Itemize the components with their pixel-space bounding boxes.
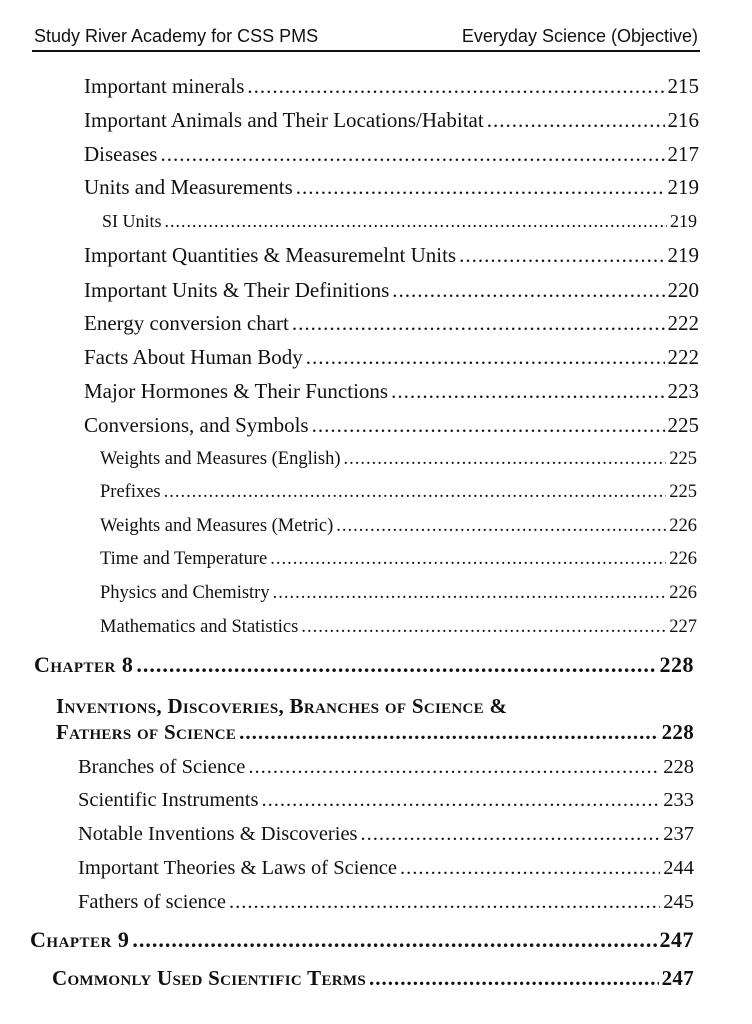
toc-entry-page: 219 xyxy=(670,211,697,231)
toc-entry-diseases[interactable] xyxy=(84,144,699,165)
toc-leader-dots xyxy=(312,415,665,436)
toc-entry-fathers-science[interactable] xyxy=(78,892,694,913)
toc-entry-title: Notable Inventions & Discoveries xyxy=(78,823,358,845)
toc-leader-dots xyxy=(400,858,660,879)
toc-entry-page: 226 xyxy=(669,549,697,569)
toc-leader-dots xyxy=(296,177,665,198)
toc-section-page: 228 xyxy=(661,720,694,744)
header-book-title: Everyday Science (Objective) xyxy=(461,26,698,46)
toc-entry-title: Time and Temperature xyxy=(100,549,268,569)
toc-entry-page: 245 xyxy=(663,891,694,913)
toc-entry-important-quantities[interactable] xyxy=(84,245,699,266)
toc-chapter-page: 247 xyxy=(659,927,694,952)
toc-entry-title: SI Units xyxy=(102,211,162,231)
toc-section-title: Commonly Used Scientific Terms xyxy=(52,966,367,990)
toc-entry-title: Important Units & Their Definitions xyxy=(84,278,390,302)
toc-entry-title: Important Animals and Their Locations/Habitat xyxy=(84,108,484,132)
toc-entry-physics-chemistry[interactable] xyxy=(100,584,697,603)
toc-entry-page: 222 xyxy=(667,345,699,369)
toc-leader-dots xyxy=(361,824,661,845)
toc-entry-page: 228 xyxy=(663,756,694,778)
toc-entry-page: 219 xyxy=(667,243,699,267)
toc-entry-title: Important minerals xyxy=(84,74,245,98)
toc-entry-page: 219 xyxy=(667,175,699,199)
toc-entry-page: 244 xyxy=(663,857,694,879)
toc-leader-dots xyxy=(164,483,667,502)
toc-entry-facts-human-body[interactable] xyxy=(84,347,699,368)
toc-leader-dots xyxy=(136,654,656,676)
toc-entry-scientific-instruments[interactable] xyxy=(78,790,694,811)
toc-entry-page: 215 xyxy=(667,74,699,98)
toc-entry-prefixes[interactable] xyxy=(100,483,697,502)
toc-entry-title: Facts About Human Body xyxy=(84,345,303,369)
toc-leader-dots xyxy=(369,968,659,989)
toc-entry-title: Energy conversion chart xyxy=(84,311,289,335)
toc-leader-dots xyxy=(392,280,664,301)
toc-leader-dots xyxy=(306,347,665,368)
toc-section-page: 247 xyxy=(661,966,694,990)
toc-entry-page: 233 xyxy=(663,789,694,811)
toc-section-title-line2: Fathers of Science xyxy=(56,720,237,744)
toc-leader-dots xyxy=(229,892,660,913)
toc-leader-dots xyxy=(459,245,664,266)
toc-entry-page: 225 xyxy=(667,413,699,437)
toc-entry-title: Branches of Science xyxy=(78,756,246,778)
toc-entry-title: Units and Measurements xyxy=(84,175,293,199)
toc-leader-dots xyxy=(487,110,665,131)
toc-entry-energy-conversion-chart[interactable] xyxy=(84,313,699,334)
toc-entry-page: 220 xyxy=(667,278,699,302)
toc-entry-title: Weights and Measures (Metric) xyxy=(100,516,334,536)
toc-leader-dots xyxy=(165,212,667,230)
toc-entry-title: Conversions, and Symbols xyxy=(84,413,309,437)
toc-entry-weights-english[interactable] xyxy=(100,450,697,469)
toc-leader-dots xyxy=(248,757,660,778)
toc-leader-dots xyxy=(270,550,666,569)
toc-entry-important-units-definitions[interactable] xyxy=(84,280,699,301)
toc-chapter-9[interactable] xyxy=(30,929,694,951)
toc-entry-title: Scientific Instruments xyxy=(78,789,259,811)
toc-entry-page: 225 xyxy=(669,482,697,502)
toc-leader-dots xyxy=(273,584,667,603)
toc-leader-dots xyxy=(160,144,664,165)
toc-leader-dots xyxy=(301,618,666,637)
toc-entry-branches-science[interactable] xyxy=(78,757,694,778)
toc-entry-page: 227 xyxy=(669,617,697,637)
toc-entry-page: 225 xyxy=(669,449,697,469)
page-header xyxy=(32,20,700,52)
toc-entry-title: Important Quantities & Measuremelnt Units xyxy=(84,243,457,267)
toc-entry-theories-laws[interactable] xyxy=(78,858,694,879)
toc-entry-major-hormones[interactable] xyxy=(84,381,699,402)
toc-entry-title: Important Theories & Laws of Science xyxy=(78,857,397,879)
toc-chapter-title: Chapter 8 xyxy=(34,652,134,677)
toc-entry-title: Weights and Measures (English) xyxy=(100,449,341,469)
toc-chapter-8[interactable] xyxy=(34,654,694,676)
toc-leader-dots xyxy=(344,450,667,469)
toc-section-title-line1[interactable]: Inventions, Discoveries, Branches of Science & xyxy=(56,694,508,718)
toc-leader-dots xyxy=(247,76,664,97)
toc-entry-page: 223 xyxy=(667,379,699,403)
toc-entry-page: 222 xyxy=(667,311,699,335)
toc-leader-dots xyxy=(132,929,656,951)
toc-entry-page: 217 xyxy=(667,142,699,166)
toc-chapter-page: 228 xyxy=(659,652,694,677)
toc-entry-important-minerals[interactable] xyxy=(84,76,699,97)
toc-entry-units-and-measurements[interactable] xyxy=(84,177,699,198)
toc-entry-mathematics-statistics[interactable] xyxy=(100,618,697,637)
toc-chapter-title: Chapter 9 xyxy=(30,927,130,952)
toc-entry-title: Major Hormones & Their Functions xyxy=(84,379,389,403)
toc-entry-si-units[interactable] xyxy=(102,212,697,230)
toc-entry-page: 216 xyxy=(667,108,699,132)
toc-entry-conversions-symbols[interactable] xyxy=(84,415,699,436)
toc-entry-title: Mathematics and Statistics xyxy=(100,617,299,637)
toc-leader-dots xyxy=(336,517,666,536)
toc-entry-notable-inventions[interactable] xyxy=(78,824,694,845)
toc-section-inventions[interactable] xyxy=(56,722,694,743)
toc-leader-dots xyxy=(261,790,660,811)
toc-entry-title: Prefixes xyxy=(100,482,161,502)
header-academy-name: Study River Academy for CSS PMS xyxy=(34,26,319,46)
toc-leader-dots xyxy=(239,722,658,743)
toc-leader-dots xyxy=(292,313,665,334)
toc-entry-title: Physics and Chemistry xyxy=(100,583,270,603)
toc-entry-weights-metric[interactable] xyxy=(100,517,697,536)
toc-entry-title: Fathers of science xyxy=(78,891,226,913)
toc-section-scientific-terms[interactable] xyxy=(52,968,694,989)
toc-entry-title: Diseases xyxy=(84,142,158,166)
toc-entry-important-animals[interactable] xyxy=(84,110,699,131)
toc-entry-page: 226 xyxy=(669,583,697,603)
toc-entry-page: 226 xyxy=(669,516,697,536)
toc-entry-page: 237 xyxy=(663,823,694,845)
toc-leader-dots xyxy=(391,381,664,402)
toc-entry-time-temperature[interactable] xyxy=(100,550,697,569)
